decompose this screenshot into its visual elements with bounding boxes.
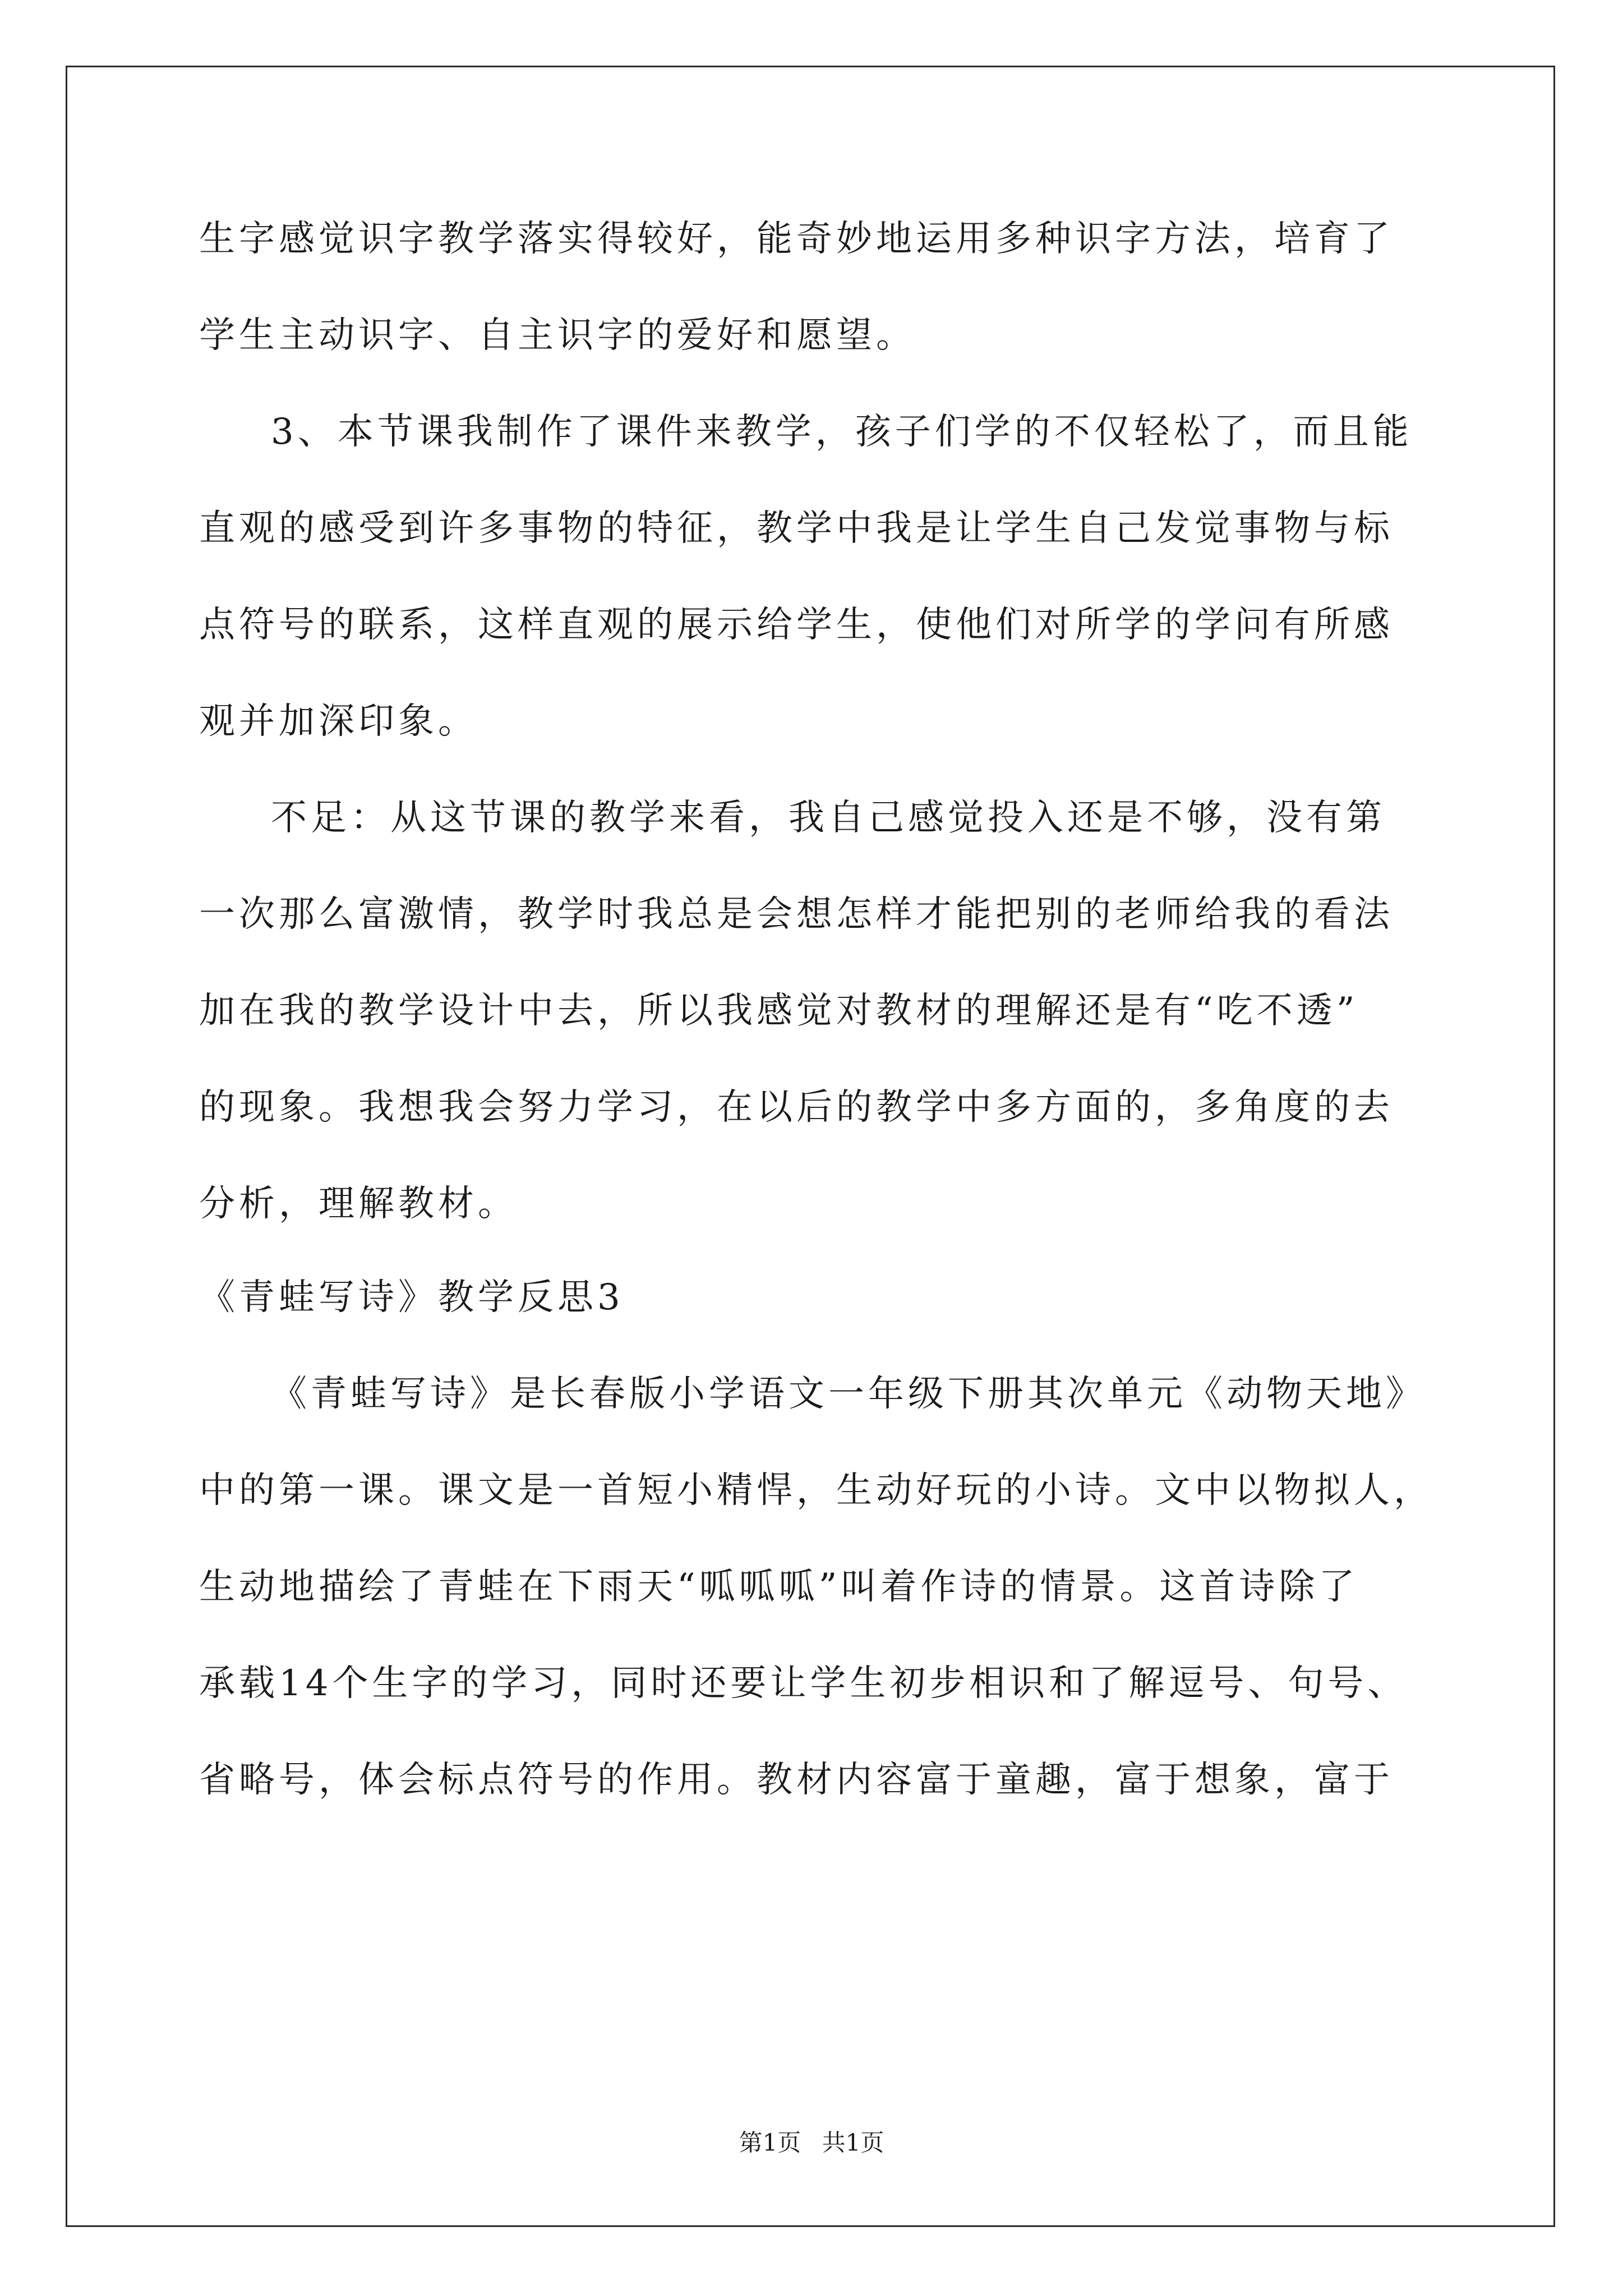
text-line: 不足：从这节课的教学来看，我自己感觉投入还是不够，没有第 [271,797,1386,839]
text-line: 生动地描绘了青蛙在下雨天“呱呱呱”叫着作诗的情景。这首诗除了 [199,1566,1359,1608]
text-line: 点符号的联系，这样直观的展示给学生，使他们对所学的学问有所感 [199,604,1394,646]
page-footer [0,2129,1623,2157]
text-line: 观并加深印象。 [199,701,478,742]
text-line: 分析，理解教材。 [199,1183,518,1225]
text-line: 直观的感受到许多事物的特征，教学中我是让学生自己发觉事物与标 [199,508,1394,549]
text-line: 承载14个生字的学习，同时还要让学生初步相识和了解逗号、句号、 [199,1663,1408,1704]
text-line: 生字感觉识字教学落实得较好，能奇妙地运用多种识字方法，培育了 [199,218,1394,260]
section-heading: 《青蛙写诗》教学反思3 [199,1277,624,1318]
text-line: 加在我的教学设计中去，所以我感觉对教材的理解还是有“吃不透” [199,990,1359,1032]
page-total: 共1页 [822,2129,884,2156]
page-number: 第1页 [739,2129,801,2156]
text-line: 省略号，体会标点符号的作用。教材内容富于童趣，富于想象，富于 [199,1759,1394,1801]
text-line: 的现象。我想我会努力学习，在以后的教学中多方面的，多角度的去 [199,1087,1394,1128]
text-line: 学生主动识字、自主识字的爱好和愿望。 [199,315,916,356]
text-line: 一次那么富激情，教学时我总是会想怎样才能把别的老师给我的看法 [199,894,1394,935]
text-line: 中的第一课。课文是一首短小精悍，生动好玩的小诗。文中以物拟人， [199,1470,1433,1511]
text-line: 3、本节课我制作了课件来教学，孩子们学的不仅轻松了，而且能 [271,411,1413,453]
document-body [199,213,1433,1806]
text-line: 《青蛙写诗》是长春版小学语文一年级下册其次单元《动物天地》 [271,1373,1426,1415]
